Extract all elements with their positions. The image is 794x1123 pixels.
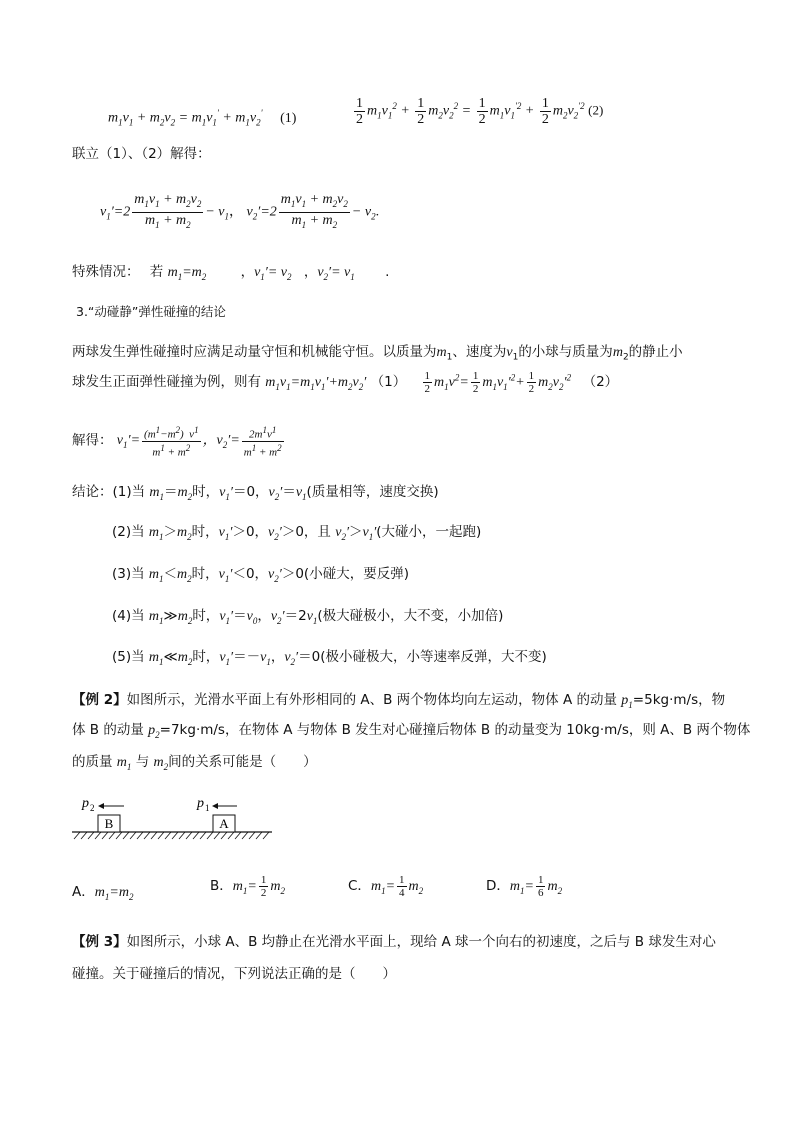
- lianli-text: 联立（1）、（2）解得：: [72, 146, 211, 162]
- example3-line2: 碰撞。关于碰撞后的情况，下列说法正确的是（ ）: [72, 966, 396, 982]
- conclusion-4: (4)当 $m_1≫m_2$时，$v_1'=v_0$，$v_2'=2v_1$(极大碰极小，大不变，小加倍): [112, 608, 504, 626]
- p1-sub: 1: [205, 803, 210, 813]
- energy-equation: $\frac{1}{2}$ $m_1v_1^2$ + $\frac{1}{2}$ $m_2v_2^2$ = $\frac{1}{2}$ $m_1v_1^{'2}$ + $\frac{1}{2}$ $m_2v_2^{'2}$ (2): [356, 96, 604, 127]
- eq2-label: (2): [588, 102, 604, 118]
- momentum-equation: $m_1v_1 + m_2v_2 = m_1v_1' + m_1v_2'$ (1): [108, 108, 297, 128]
- special-case-label: 特殊情况：: [72, 264, 140, 280]
- option-b[interactable]: B．$m_1=$ $\frac{1}{2}$ $m_2$: [210, 874, 285, 900]
- section3-title: 3.“动碰静”弹性碰撞的结论: [76, 304, 226, 319]
- conclusion-1: 结论：(1)当 $m_1=m_2$时，$v_1'=0$，$v_2'=v_1$(质量相等，速度交换): [72, 484, 439, 502]
- special-case-line: 特殊情况： 若 $m_1=m_2$ ，$v_1'= v_2$ ，$v_2'= v_1$ .: [72, 264, 390, 282]
- conclusion-5: (5)当 $m_1≪m_2$时，$v_1'=-v_1$，$v_2'=0$(极小碰极大，小等速率反弹，大不变): [112, 649, 547, 667]
- intro-paragraph-line1: 两球发生弹性碰撞时应满足动量守恒和机械能守恒。以质量为$m_1$、速度为$v_1$的小球与质量为$m_2$的静止小: [72, 344, 683, 363]
- eq1-label: (1): [280, 110, 297, 126]
- special-if: 若: [149, 264, 164, 280]
- conclusion-3: (3)当 $m_1<m_2$时，$v_1'<0$，$v_2'>0$(小碰大，要反弹): [112, 566, 409, 584]
- option-a[interactable]: A．$m_1=m_2$: [72, 884, 134, 902]
- block-a-label: A: [219, 816, 229, 831]
- option-c[interactable]: C．$m_1=$ $\frac{1}{4}$ $m_2$: [348, 874, 424, 900]
- option-d[interactable]: D．$m_1=$ $\frac{1}{6}$ $m_2$: [486, 874, 563, 900]
- block-b-label: B: [104, 816, 114, 831]
- example3-line1: 【例 3】如图所示，小球 A、B 均静止在光滑水平面上，现给 A 球一个向右的初速度，之后与 B 球发生对心: [72, 934, 716, 950]
- p1-label: p: [197, 796, 204, 811]
- example2-line1: 【例 2】如图所示，光滑水平面上有外形相同的 A、B 两个物体均向左运动，物体 A 的动量 $p_1=5kg\cdot m/s$，物: [72, 692, 726, 710]
- jiede-line: 解得： $v_1'=$ $\frac{(m^1-m^2) v^1}{m^1 + m^2}$ ，$v_2'=$ $\frac{2m^1v^1}{m^1 + m^2}$: [72, 425, 282, 459]
- p2-label: p: [82, 796, 89, 811]
- example2-line3: 的质量 $m_1$ 与 $m_2$间的关系可能是（ ）: [72, 754, 317, 772]
- solution-equation: $v_1'=2$ $\frac{m_1v_1 + m_2v_2}{m_1 + m_2}$ − $v_1$， $v_2'=2$ $\frac{m_1v_1 + m_2v_2}{m_1 + m_2}$ − $v_2$.: [100, 192, 380, 230]
- p2-sub: 2: [90, 803, 95, 813]
- intro-paragraph-line2: 球发生正面弹性碰撞为例，则有 $m_1v_1=m_1v_1'+m_2v_2'$ （1） $\frac{1}{2}$ $m_1v^2=$ $\frac{1}{2}$ $m_1v_1'^2+$ $\frac{1}{2}$ $m_2v_2'^2$ （2）: [72, 370, 619, 396]
- collision-figure: [72, 792, 272, 844]
- conclusion-2: (2)当 $m_1>m_2$时，$v_1'>0$，$v_2'>0$，且 $v_2'>v_1'$(大碰小，一起跑): [112, 524, 482, 542]
- example2-line2: 体 B 的动量 $p_2=7kg\cdot m/s$，在物体 A 与物体 B 发生对心碰撞后物体 B 的动量变为 10kg·m/s，则 A、B 两个物体: [72, 722, 751, 740]
